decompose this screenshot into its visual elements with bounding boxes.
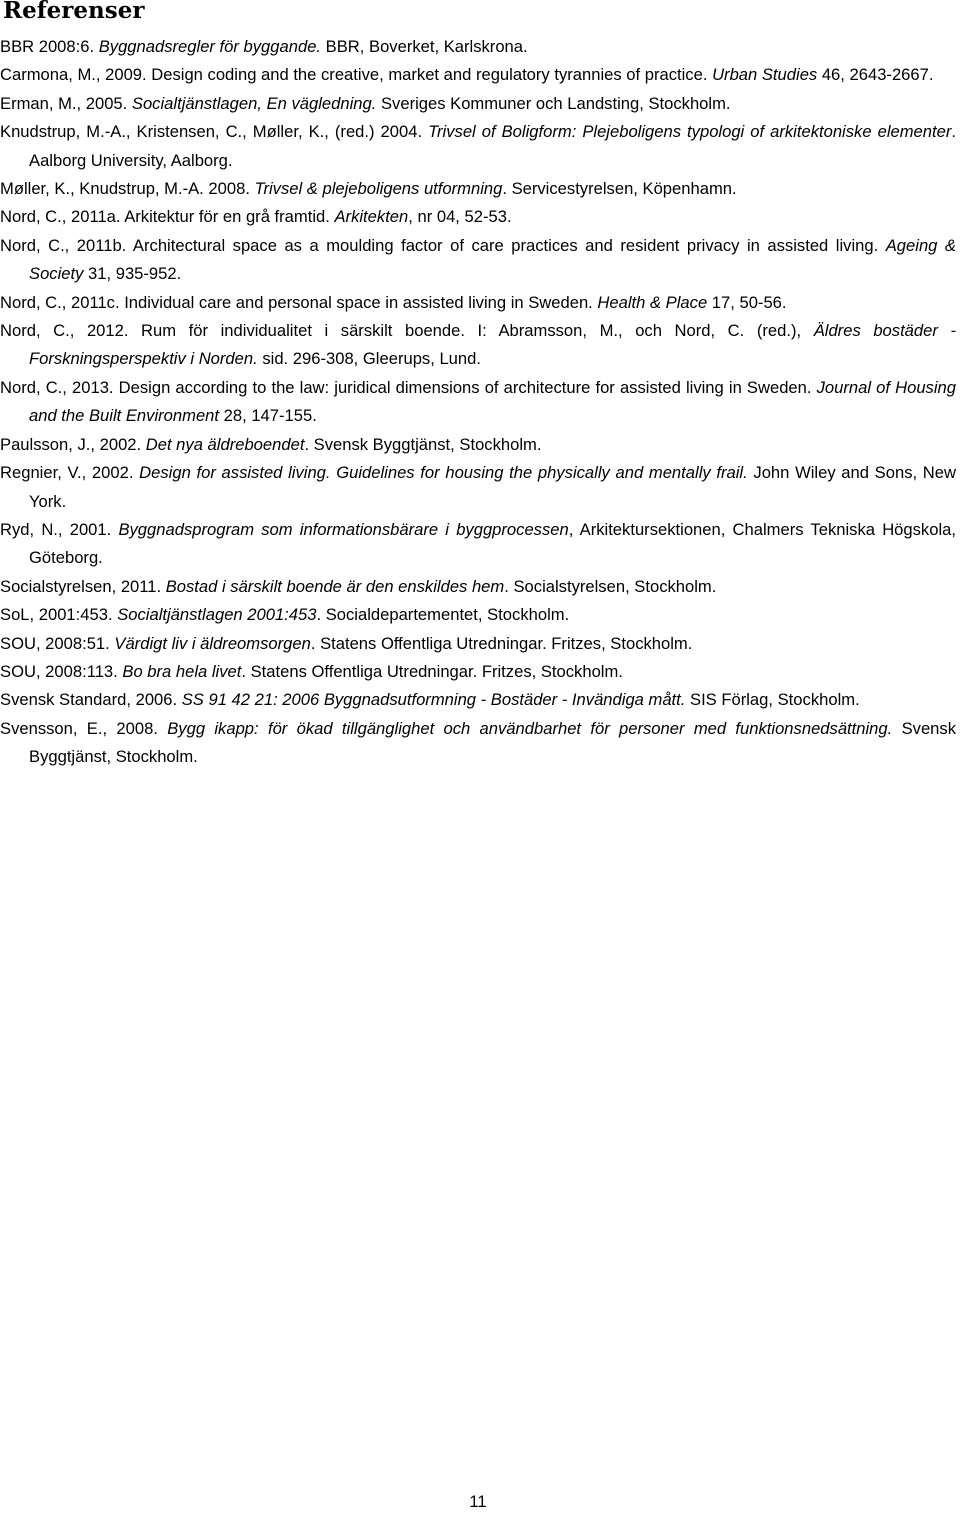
reference-text: Nord, C., 2013. Design according to the law: juridical dimensions of architecture for assisted living in Sweden. [0,377,817,397]
reference-title: Urban Studies [712,65,818,85]
reference-title: Bo bra hela livet [122,661,242,681]
reference-title: Arkitekten [334,207,409,227]
reference-title: SS 91 42 21: 2006 Byggnadsutformning - Bostäder - Invändiga mått. [181,690,686,710]
reference-entry [0,317,956,374]
reference-text: Ryd, N., 2001. [0,519,119,539]
reference-text: John Wiley and Sons, New York. [29,463,956,511]
reference-text: Paulsson, J., 2002. [0,434,146,454]
reference-entry [0,630,956,658]
reference-text: Nord, C., 2011c. Individual care and personal space in assisted living in Sweden. [0,292,598,312]
reference-entry [0,601,956,629]
reference-entry [0,459,956,516]
reference-entry [0,374,956,431]
reference-text: Nord, C., 2011b. Architectural space as a moulding factor of care practices and resident privacy in assisted living. [0,235,886,255]
reference-title: Byggnadsregler för byggande. [98,37,322,56]
reference-text: SOU, 2008:51. [0,633,115,653]
reference-entry [0,61,956,89]
reference-list [0,33,956,772]
reference-title: Bygg ikapp: för ökad tillgänglighet och användbarhet för personer med funktionsnedsättning. [167,718,893,738]
reference-title: Health & Place [597,292,708,312]
reference-text: . Statens Offentliga Utredningar. Fritzes, Stockholm. [310,633,693,653]
reference-title: Äldres bostäder - Forskningsperspektiv i Norden. [29,321,957,369]
reference-title: Bostad i särskilt boende är den enskildes hem [165,576,505,596]
reference-text: Møller, K., Knudstrup, M.-A. 2008. [0,179,255,199]
reference-entry [0,203,956,231]
reference-text: Regnier, V., 2002. [0,463,140,483]
reference-text: 17, 50-56. [707,292,787,312]
reference-text: . Socialstyrelsen, Stockholm. [504,576,717,596]
reference-text: Svensson, E., 2008. [0,718,168,738]
reference-title: Socialtjänstlagen, En vägledning. [131,93,377,113]
reference-title: Socialtjänstlagen 2001:453 [117,605,317,625]
reference-title: Värdigt liv i äldreomsorgen [114,633,311,653]
reference-text: BBR 2008:6. [0,37,99,56]
reference-text: SIS Förlag, Stockholm. [685,690,860,710]
reference-text: BBR, Boverket, Karlskrona. [321,37,528,56]
reference-text: Erman, M., 2005. [0,93,132,113]
reference-text: Knudstrup, M.-A., Kristensen, C., Møller, K., (red.) 2004. [0,122,429,142]
reference-title: Design for assisted living. Guidelines for housing the physically and mentally frail. [139,463,748,483]
reference-text: Socialstyrelsen, 2011. [0,576,166,596]
reference-entry [0,431,956,459]
reference-title: Ageing & Society [29,235,956,284]
reference-text: . Svensk Byggtjänst, Stockholm. [304,434,542,454]
reference-text: , nr 04, 52-53. [408,207,512,227]
reference-entry [0,90,956,118]
reference-text: sid. 296-308, Gleerups, Lund. [257,349,481,369]
reference-entry [0,33,956,61]
reference-text: Carmona, M., 2009. Design coding and the creative, market and regulatory tyrannies of practice. [0,65,713,85]
reference-title: Byggnadsprogram som informationsbärare i byggprocessen [118,519,569,539]
reference-title: Trivsel of Boligform: Plejeboligens typologi of arkitektoniske elementer [428,122,952,142]
reference-text: . Statens Offentliga Utredningar. Fritzes, Stockholm. [241,661,623,681]
reference-text: Sveriges Kommuner och Landsting, Stockholm. [376,93,731,113]
reference-text: SoL, 2001:453. [0,605,118,625]
reference-text: Nord, C., 2011a. Arkitektur för en grå framtid. [0,207,335,227]
reference-text: , Arkitektursektionen, Chalmers Tekniska Högskola, Göteborg. [29,519,956,568]
reference-title: Det nya äldreboendet [145,434,305,454]
reference-entry [0,715,956,772]
reference-entry [0,686,956,714]
reference-text: Svensk Standard, 2006. [0,690,182,710]
reference-text: . Socialdepartementet, Stockholm. [316,605,570,625]
reference-entry [0,289,956,317]
reference-entry [0,175,956,203]
reference-title: Journal of Housing and the Built Environment [29,377,956,426]
reference-title: Trivsel & plejeboligens utformning [254,179,503,199]
reference-entry [0,573,956,601]
reference-text: Svensk Byggtjänst, Stockholm. [29,718,956,767]
reference-entry [0,232,956,289]
reference-text: SOU, 2008:113. [0,661,123,681]
section-heading: Referenser [3,0,145,24]
reference-text: 28, 147-155. [219,406,317,426]
reference-text: Nord, C., 2012. Rum för individualitet i särskilt boende. I: Abramsson, M., och Nord, C. (red.), [0,321,814,341]
reference-text: . Aalborg University, Aalborg. [29,122,957,170]
reference-text: 46, 2643-2667. [817,65,934,85]
reference-entry [0,118,956,175]
reference-entry [0,658,956,686]
reference-text: 31, 935-952. [83,264,182,284]
reference-entry [0,516,956,573]
page-number: 11 [469,1492,487,1511]
reference-text: . Servicestyrelsen, Köpenhamn. [502,179,737,199]
